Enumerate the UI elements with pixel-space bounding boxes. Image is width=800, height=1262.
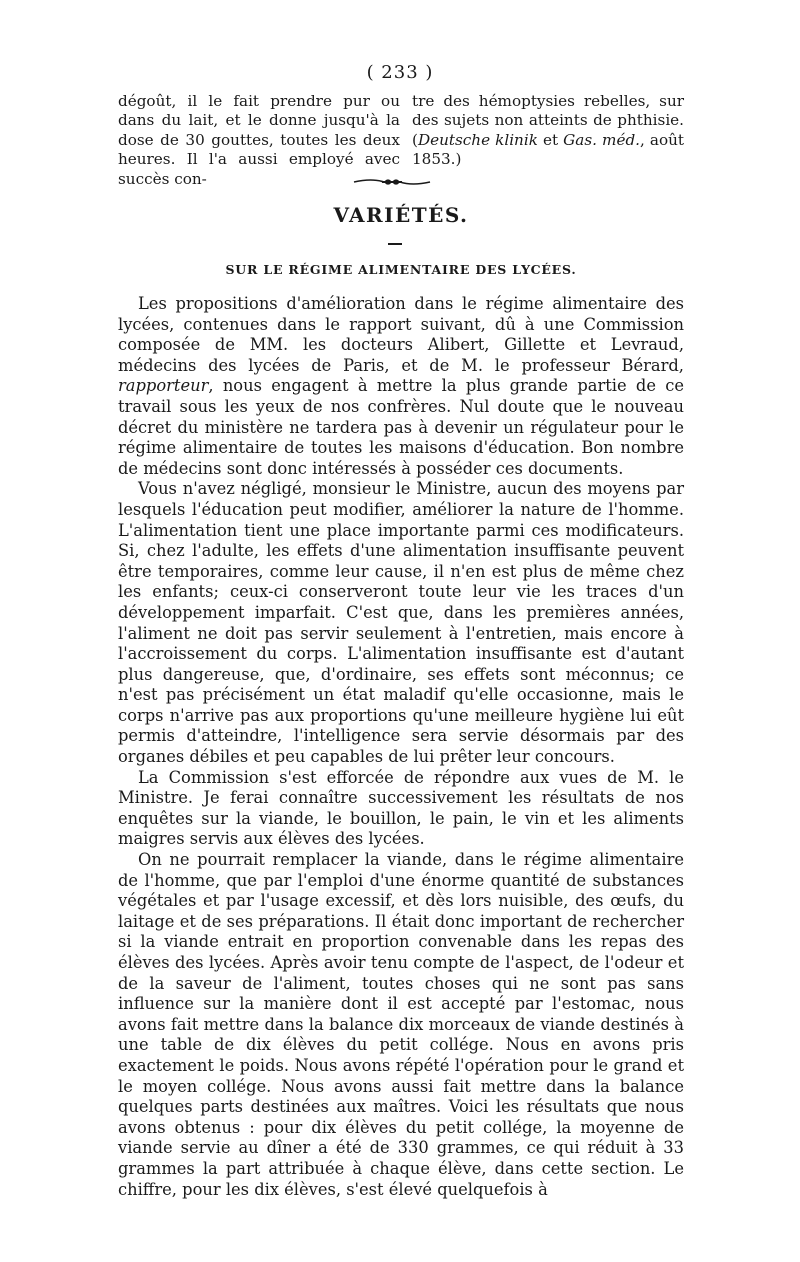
right-text-before: tre des hémoptysies rebelles, sur des sujets non atteints de phthisie. ( bbox=[412, 92, 684, 149]
journal-title-1: Deutsche klinik bbox=[417, 130, 538, 149]
title-rule bbox=[388, 243, 402, 245]
right-text-mid: et bbox=[537, 130, 564, 149]
ornament-divider bbox=[352, 175, 432, 189]
paragraph-1-start: Les propositions d'amélioration dans le régime alimentaire des lycées, contenues dans le rapport suivant, dû à une Commission composée de MM. les docteurs Alibert, Gillette et Levraud, médecins des lycées de Paris, et de M. le professeur Bérard, bbox=[118, 294, 684, 375]
right-column-text bbox=[412, 92, 684, 170]
right-text-after: , août 1853.) bbox=[412, 130, 685, 169]
paragraph-1 bbox=[118, 294, 684, 479]
journal-title-2: Gas. méd. bbox=[563, 130, 641, 149]
paragraph-1-end: , nous engagent à mettre la plus grande partie de ce travail sous les yeux de nos confrères. Nul doute que le nouveau décret du ministère ne tardera pas à devenir un régulateur pour le régime alimentaire de toutes les maisons d'éducation. Bon nombre de médecins sont donc intéressés à posséder ces documents. bbox=[118, 376, 684, 478]
page-number: ( 233 ) bbox=[366, 62, 434, 83]
left-column-text: dégoût, il le fait prendre pur ou dans du lait, et le donne jusqu'à la dose de 30 gouttes, toutes les deux heures. Il l'a aussi employé avec succès con- bbox=[118, 92, 400, 188]
section-title: VARIÉTÉS. bbox=[333, 203, 469, 227]
paragraph-3: La Commission s'est efforcée de répondre aux vues de M. le Ministre. Je ferai connaître successivement les résultats de nos enquêtes sur la viande, le bouillon, le pain, le vin et les aliments maigres servis aux élèves des lycées. bbox=[118, 767, 684, 849]
paragraph-2: Vous n'avez négligé, monsieur le Ministre, aucun des moyens par lesquels l'éducation peut modifier, améliorer la nature de l'homme. L'alimentation tient une place importante parmi ces modificateurs. Si, chez l'adulte, les effets d'une alimentation insuffisante peuvent être temporaires, comme leur cause, il n'en est plus de même chez les enfants; ceux-ci conserveront toute leur vie les traces d'un développement imparfait. C'est que, dans les premières années, l'aliment ne doit pas servir seulement à l'entretien, mais encore à l'accroissement du corps. L'alimentation insuffisante est d'autant plus dangereuse, que, d'ordinaire, ses effets sont méconnus; ce n'est pas précisément un état maladif qu'elle occasionne, mais le corps n'arrive pas aux proportions qu'une meilleure hygiène lui eût permis d'atteindre, l'intelligence sera servie désormais par des organes débiles et peu capables de lui prêter leur concours. bbox=[118, 479, 684, 767]
article-subtitle: SUR LE RÉGIME ALIMENTAIRE DES LYCÉES. bbox=[225, 262, 577, 277]
rapporteur-emphasis: rapporteur bbox=[118, 376, 209, 396]
paragraph-4: On ne pourrait remplacer la viande, dans le régime alimentaire de l'homme, que par l'emploi d'une énorme quantité de substances végétales et par l'usage excessif, et dès lors nuisible, des œufs, du laitage et de ses préparations. Il était donc important de rechercher si la viande entrait en proportion convenable dans les repas des élèves des lycées. Après avoir tenu compte de l'aspect, de l'odeur et de la saveur de l'aliment, toutes choses qui ne sont pas sans influence sur la manière dont il est accepté par l'estomac, nous avons fait mettre dans la balance dix morceaux de viande destinés à une table de dix élèves du petit collége. Nous en avons pris exactement le poids. Nous avons répété l'opération pour le grand et le moyen collége. Nous avons aussi fait mettre dans la balance quelques parts destinées aux maîtres. Voici les résultats que nous avons obtenus : pour dix élèves du petit collége, la moyenne de viande servie au dîner a été de 330 grammes, ce qui réduit à 33 grammes la part attribuée à chaque élève, dans cette section. Le chiffre, pour les dix élèves, s'est élevé quelquefois à bbox=[118, 850, 684, 1199]
article-body bbox=[118, 294, 684, 1200]
right-column bbox=[412, 92, 684, 170]
